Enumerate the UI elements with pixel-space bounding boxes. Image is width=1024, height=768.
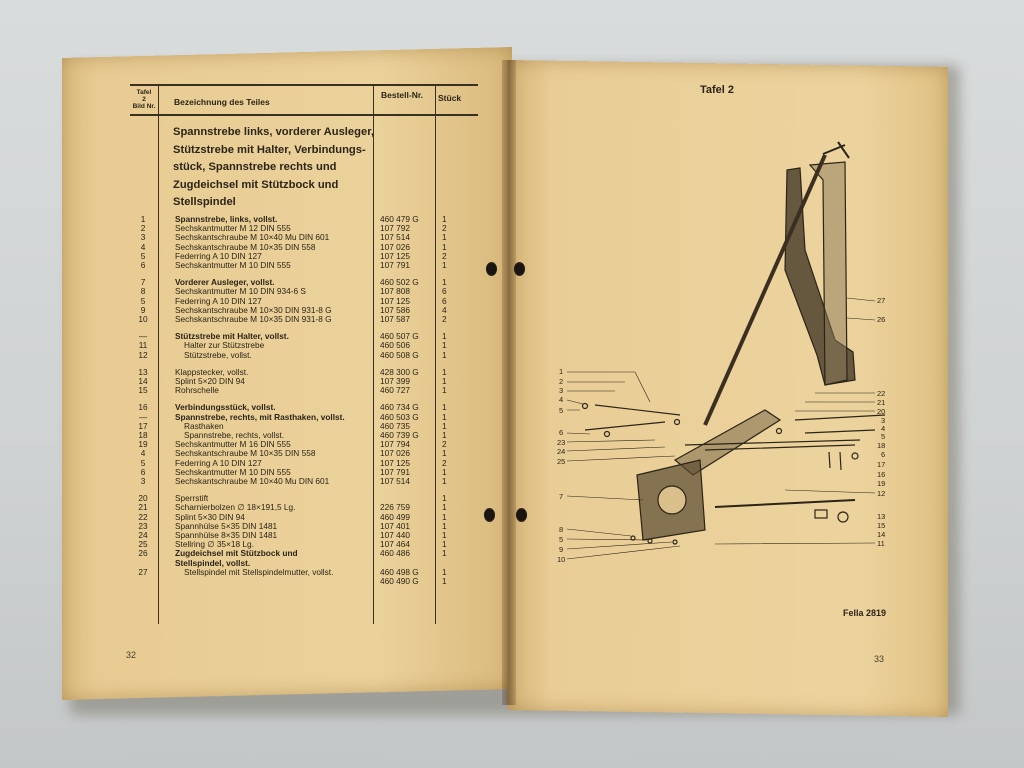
part-order-number: 107 464	[380, 539, 410, 550]
part-order-number: 107 791	[380, 260, 410, 270]
part-quantity: 1	[442, 576, 447, 586]
svg-text:16: 16	[877, 470, 886, 479]
bezeichnung-header: Bezeichnung des Teiles	[174, 97, 270, 107]
plate-title: Tafel 2	[700, 84, 735, 96]
part-order-number: 460 498 G	[380, 566, 419, 577]
table-row	[130, 477, 478, 486]
part-description: Spannhülse 5×35 DIN 1481	[175, 520, 278, 531]
part-position-number: 3	[140, 476, 146, 486]
part-description: Scharnierbolzen ∅ 18×191,5 Lg.	[175, 502, 296, 513]
table-row	[130, 386, 478, 395]
part-order-number: 460 503 G	[380, 411, 419, 422]
part-quantity: 6	[442, 286, 447, 297]
svg-text:24: 24	[557, 447, 566, 456]
table-row	[130, 413, 478, 422]
stueck-header: Stück	[438, 93, 462, 103]
part-quantity: 1	[442, 349, 447, 360]
part-order-number: 428 300 G	[380, 366, 419, 377]
svg-text:19: 19	[877, 479, 886, 488]
svg-text:6: 6	[881, 450, 886, 459]
part-position-number: 4	[140, 448, 146, 459]
part-position-number: 2	[140, 223, 146, 234]
part-order-number: 107 514	[380, 232, 410, 243]
part-position-number: 8	[140, 286, 146, 297]
part-quantity: 1	[442, 502, 447, 513]
part-order-number: 460 735	[380, 420, 410, 431]
part-position-number: 11	[138, 340, 148, 351]
svg-text:3: 3	[881, 416, 886, 425]
part-order-number: 107 399	[380, 376, 410, 386]
part-description: Halter zur Stützstrebe	[184, 340, 265, 351]
part-description: Federring A 10 DIN 127	[175, 457, 262, 468]
part-quantity: 2	[442, 250, 447, 261]
part-order-number: 460 479 G	[380, 214, 419, 224]
part-position-number: 20	[138, 493, 148, 504]
part-description: Sechskantschraube M 10×40 Mu DIN 601	[175, 476, 330, 486]
svg-text:4: 4	[559, 395, 564, 404]
part-description: Stellspindel, vollst.	[175, 557, 251, 568]
part-position-number: 26	[138, 548, 148, 559]
part-order-number: 460 507 G	[380, 331, 419, 342]
part-order-number: 460 499	[380, 511, 410, 522]
svg-text:4: 4	[881, 424, 886, 433]
part-description: Spannhülse 8×35 DIN 1481	[175, 530, 278, 540]
part-order-number: 460 486	[380, 548, 410, 559]
part-description: Federring A 10 DIN 127	[175, 250, 262, 261]
table-row	[130, 332, 478, 341]
part-description: Vorderer Ausleger, vollst.	[175, 277, 275, 288]
part-description: Splint 5×30 DIN 94	[175, 511, 245, 522]
book-spine	[502, 60, 516, 705]
part-position-number: 6	[140, 260, 146, 270]
part-quantity: 4	[442, 304, 447, 315]
part-quantity: 1	[442, 402, 447, 413]
part-order-number: 460 739 G	[380, 430, 419, 440]
part-quantity: 1	[442, 520, 447, 531]
part-description: Sechskantschraube M 10×40 Mu DIN 601	[175, 232, 330, 243]
part-quantity: 2	[442, 439, 447, 450]
part-description: Spannstrebe, rechts, vollst.	[184, 430, 285, 440]
part-position-number: 12	[138, 349, 148, 360]
part-description: Sperrstift	[175, 493, 209, 504]
svg-text:11: 11	[877, 539, 885, 548]
table-row	[130, 568, 478, 577]
part-description: Sechskantschraube M 10×35 DIN 931-8 G	[175, 314, 332, 324]
part-quantity: 1	[442, 214, 447, 224]
svg-text:14: 14	[877, 530, 886, 539]
part-order-number: 460 490 G	[380, 576, 419, 586]
part-description: Spannstrebe, links, vollst.	[175, 214, 278, 224]
callouts-upper	[877, 296, 885, 324]
part-order-number: 107 440	[380, 530, 410, 540]
part-order-number: 107 586	[380, 304, 410, 315]
part-position-number: 18	[138, 430, 148, 440]
section-title: Spannstrebe links, vorderer Ausleger, Stützstrebe mit Halter, Verbindungs- stück, Spannstrebe rechts und Zugdeichsel mit Stützbock und Stellspindel	[173, 126, 375, 208]
svg-text:22: 22	[877, 389, 886, 398]
part-order-number: 460 502 G	[380, 277, 419, 288]
part-order-number: 107 401	[380, 520, 410, 531]
svg-text:5: 5	[559, 406, 564, 415]
part-quantity: 6	[442, 295, 447, 306]
part-quantity: 1	[442, 241, 447, 252]
part-position-number: 16	[138, 402, 148, 413]
part-description: Stellspindel mit Stellspindelmutter, vollst.	[184, 566, 334, 577]
part-position-number: 4	[140, 241, 146, 252]
part-quantity: 1	[442, 539, 447, 550]
svg-text:7: 7	[559, 492, 564, 501]
part-order-number: 107 808	[380, 286, 410, 297]
svg-text:6: 6	[559, 428, 564, 437]
part-position-number: 22	[138, 511, 148, 522]
table-row	[130, 351, 478, 360]
binder-hole	[484, 508, 495, 522]
part-quantity: 1	[442, 476, 447, 486]
part-description: Verbindungsstück, vollst.	[175, 402, 276, 413]
part-quantity: 1	[442, 430, 447, 440]
part-description: Klappstecker, vollst.	[175, 366, 249, 377]
part-description: Stellring ∅ 35×18 Lg.	[175, 539, 254, 550]
svg-text:26: 26	[877, 315, 886, 324]
part-position-number: 5	[140, 457, 146, 468]
exploded-parts-diagram	[555, 140, 905, 580]
part-position-number: 7	[140, 277, 146, 288]
binder-hole	[486, 262, 497, 276]
part-description: Sechskantmutter M 12 DIN 555	[175, 223, 291, 234]
part-position-number: 6	[140, 466, 146, 477]
part-position-number: —	[138, 411, 148, 422]
page-number-right: 33	[874, 654, 885, 664]
callouts-left	[557, 367, 565, 564]
part-position-number: 21	[138, 502, 148, 513]
part-order-number: 107 514	[380, 476, 410, 486]
svg-text:20: 20	[877, 407, 886, 416]
part-quantity: 1	[442, 466, 447, 477]
part-quantity: 2	[442, 457, 447, 468]
footer-label: Fella 2819	[843, 608, 887, 618]
part-order-number: 460 727	[380, 385, 410, 396]
svg-text:25: 25	[557, 457, 566, 466]
svg-text:23: 23	[557, 438, 566, 447]
part-position-number: 25	[138, 539, 148, 550]
part-order-number: 460 506	[380, 340, 410, 351]
part-quantity: 1	[442, 331, 447, 342]
part-description: Sechskantmutter M 10 DIN 555	[175, 260, 291, 270]
part-position-number: 27	[138, 566, 148, 577]
part-description: Stützstrebe mit Halter, vollst.	[175, 331, 289, 342]
part-order-number: 107 125	[380, 295, 410, 306]
svg-text:10: 10	[557, 555, 566, 564]
part-order-number: 107 026	[380, 448, 410, 459]
binder-hole	[516, 508, 527, 522]
table-row	[130, 315, 478, 324]
part-order-number: 107 125	[380, 250, 410, 261]
part-quantity: 1	[442, 340, 447, 351]
svg-text:3: 3	[559, 386, 564, 395]
part-position-number: 3	[140, 232, 146, 243]
part-quantity: 1	[442, 411, 447, 422]
svg-text:5: 5	[559, 535, 564, 544]
part-quantity: 1	[442, 566, 447, 577]
table-row	[130, 577, 478, 586]
table-row	[130, 261, 478, 270]
part-position-number: 13	[138, 366, 148, 377]
part-order-number: 107 791	[380, 466, 410, 477]
part-quantity: 1	[442, 277, 447, 288]
page-number-left: 32	[126, 650, 137, 660]
part-position-number: 1	[140, 214, 146, 224]
part-quantity: 1	[442, 530, 447, 540]
part-quantity: 1	[442, 366, 447, 377]
svg-text:1: 1	[559, 367, 564, 376]
part-position-number: 24	[138, 530, 148, 540]
svg-text:13: 13	[877, 512, 886, 521]
part-quantity: 1	[442, 232, 447, 243]
part-position-number: 14	[138, 376, 148, 386]
table-row	[130, 422, 478, 431]
part-quantity: 1	[442, 420, 447, 431]
part-order-number: 226 759	[380, 502, 410, 513]
part-quantity: 1	[442, 260, 447, 270]
part-position-number: 15	[138, 385, 148, 396]
part-quantity: 1	[442, 493, 447, 504]
part-description: Rohrschelle	[175, 385, 219, 396]
part-quantity: 1	[442, 376, 447, 386]
svg-text:15: 15	[877, 521, 886, 530]
part-order-number: 107 125	[380, 457, 410, 468]
part-position-number: 9	[140, 304, 146, 315]
bestell-header: Bestell-Nr.	[381, 90, 424, 100]
svg-text:9: 9	[559, 545, 564, 554]
svg-text:5: 5	[881, 432, 886, 441]
part-quantity: 1	[442, 385, 447, 396]
part-description: Sechskantschraube M 10×30 DIN 931-8 G	[175, 304, 332, 315]
part-description: Stützstrebe, vollst.	[184, 349, 252, 360]
svg-text:21: 21	[877, 398, 886, 407]
tafel-header: Tafel 2 Bild Nr.	[132, 89, 156, 110]
part-position-number: 17	[138, 420, 148, 431]
part-description: Sechskantschraube M 10×35 DIN 558	[175, 241, 316, 252]
part-description: Sechskantschraube M 10×35 DIN 558	[175, 448, 316, 459]
svg-text:12: 12	[877, 489, 886, 498]
part-description: Splint 5×20 DIN 94	[175, 376, 245, 386]
svg-text:27: 27	[877, 296, 886, 305]
part-description: Spannstrebe, rechts, mit Rasthaken, vollst.	[175, 411, 345, 422]
part-order-number: 107 794	[380, 439, 410, 450]
svg-text:17: 17	[877, 460, 886, 469]
part-order-number: 107 792	[380, 223, 410, 234]
part-description: Sechskantmutter M 16 DIN 555	[175, 439, 291, 450]
part-position-number: 5	[140, 250, 146, 261]
part-order-number: 107 026	[380, 241, 410, 252]
part-position-number: 19	[138, 439, 148, 450]
part-quantity: 1	[442, 511, 447, 522]
part-description: Sechskantmutter M 10 DIN 555	[175, 466, 291, 477]
binder-hole	[514, 262, 525, 276]
part-position-number: —	[138, 331, 148, 342]
part-order-number: 460 508 G	[380, 349, 419, 360]
part-position-number: 5	[140, 295, 146, 306]
part-quantity: 2	[442, 223, 447, 234]
svg-text:2: 2	[559, 377, 564, 386]
table-row	[130, 341, 478, 350]
part-quantity: 1	[442, 548, 447, 559]
part-position-number: 23	[138, 520, 148, 531]
parts-table	[130, 84, 478, 644]
part-quantity: 1	[442, 448, 447, 459]
part-description: Rasthaken	[184, 420, 224, 431]
part-description: Federring A 10 DIN 127	[175, 295, 262, 306]
part-order-number: 107 587	[380, 314, 410, 324]
part-position-number: 10	[138, 314, 148, 324]
part-order-number: 460 734 G	[380, 402, 419, 413]
callouts-right	[877, 389, 885, 548]
part-description: Zugdeichsel mit Stützbock und	[175, 548, 298, 559]
part-description: Sechskantmutter M 10 DIN 934-6 S	[175, 286, 306, 297]
part-quantity: 2	[442, 314, 447, 324]
svg-text:18: 18	[877, 441, 886, 450]
svg-text:8: 8	[559, 525, 564, 534]
